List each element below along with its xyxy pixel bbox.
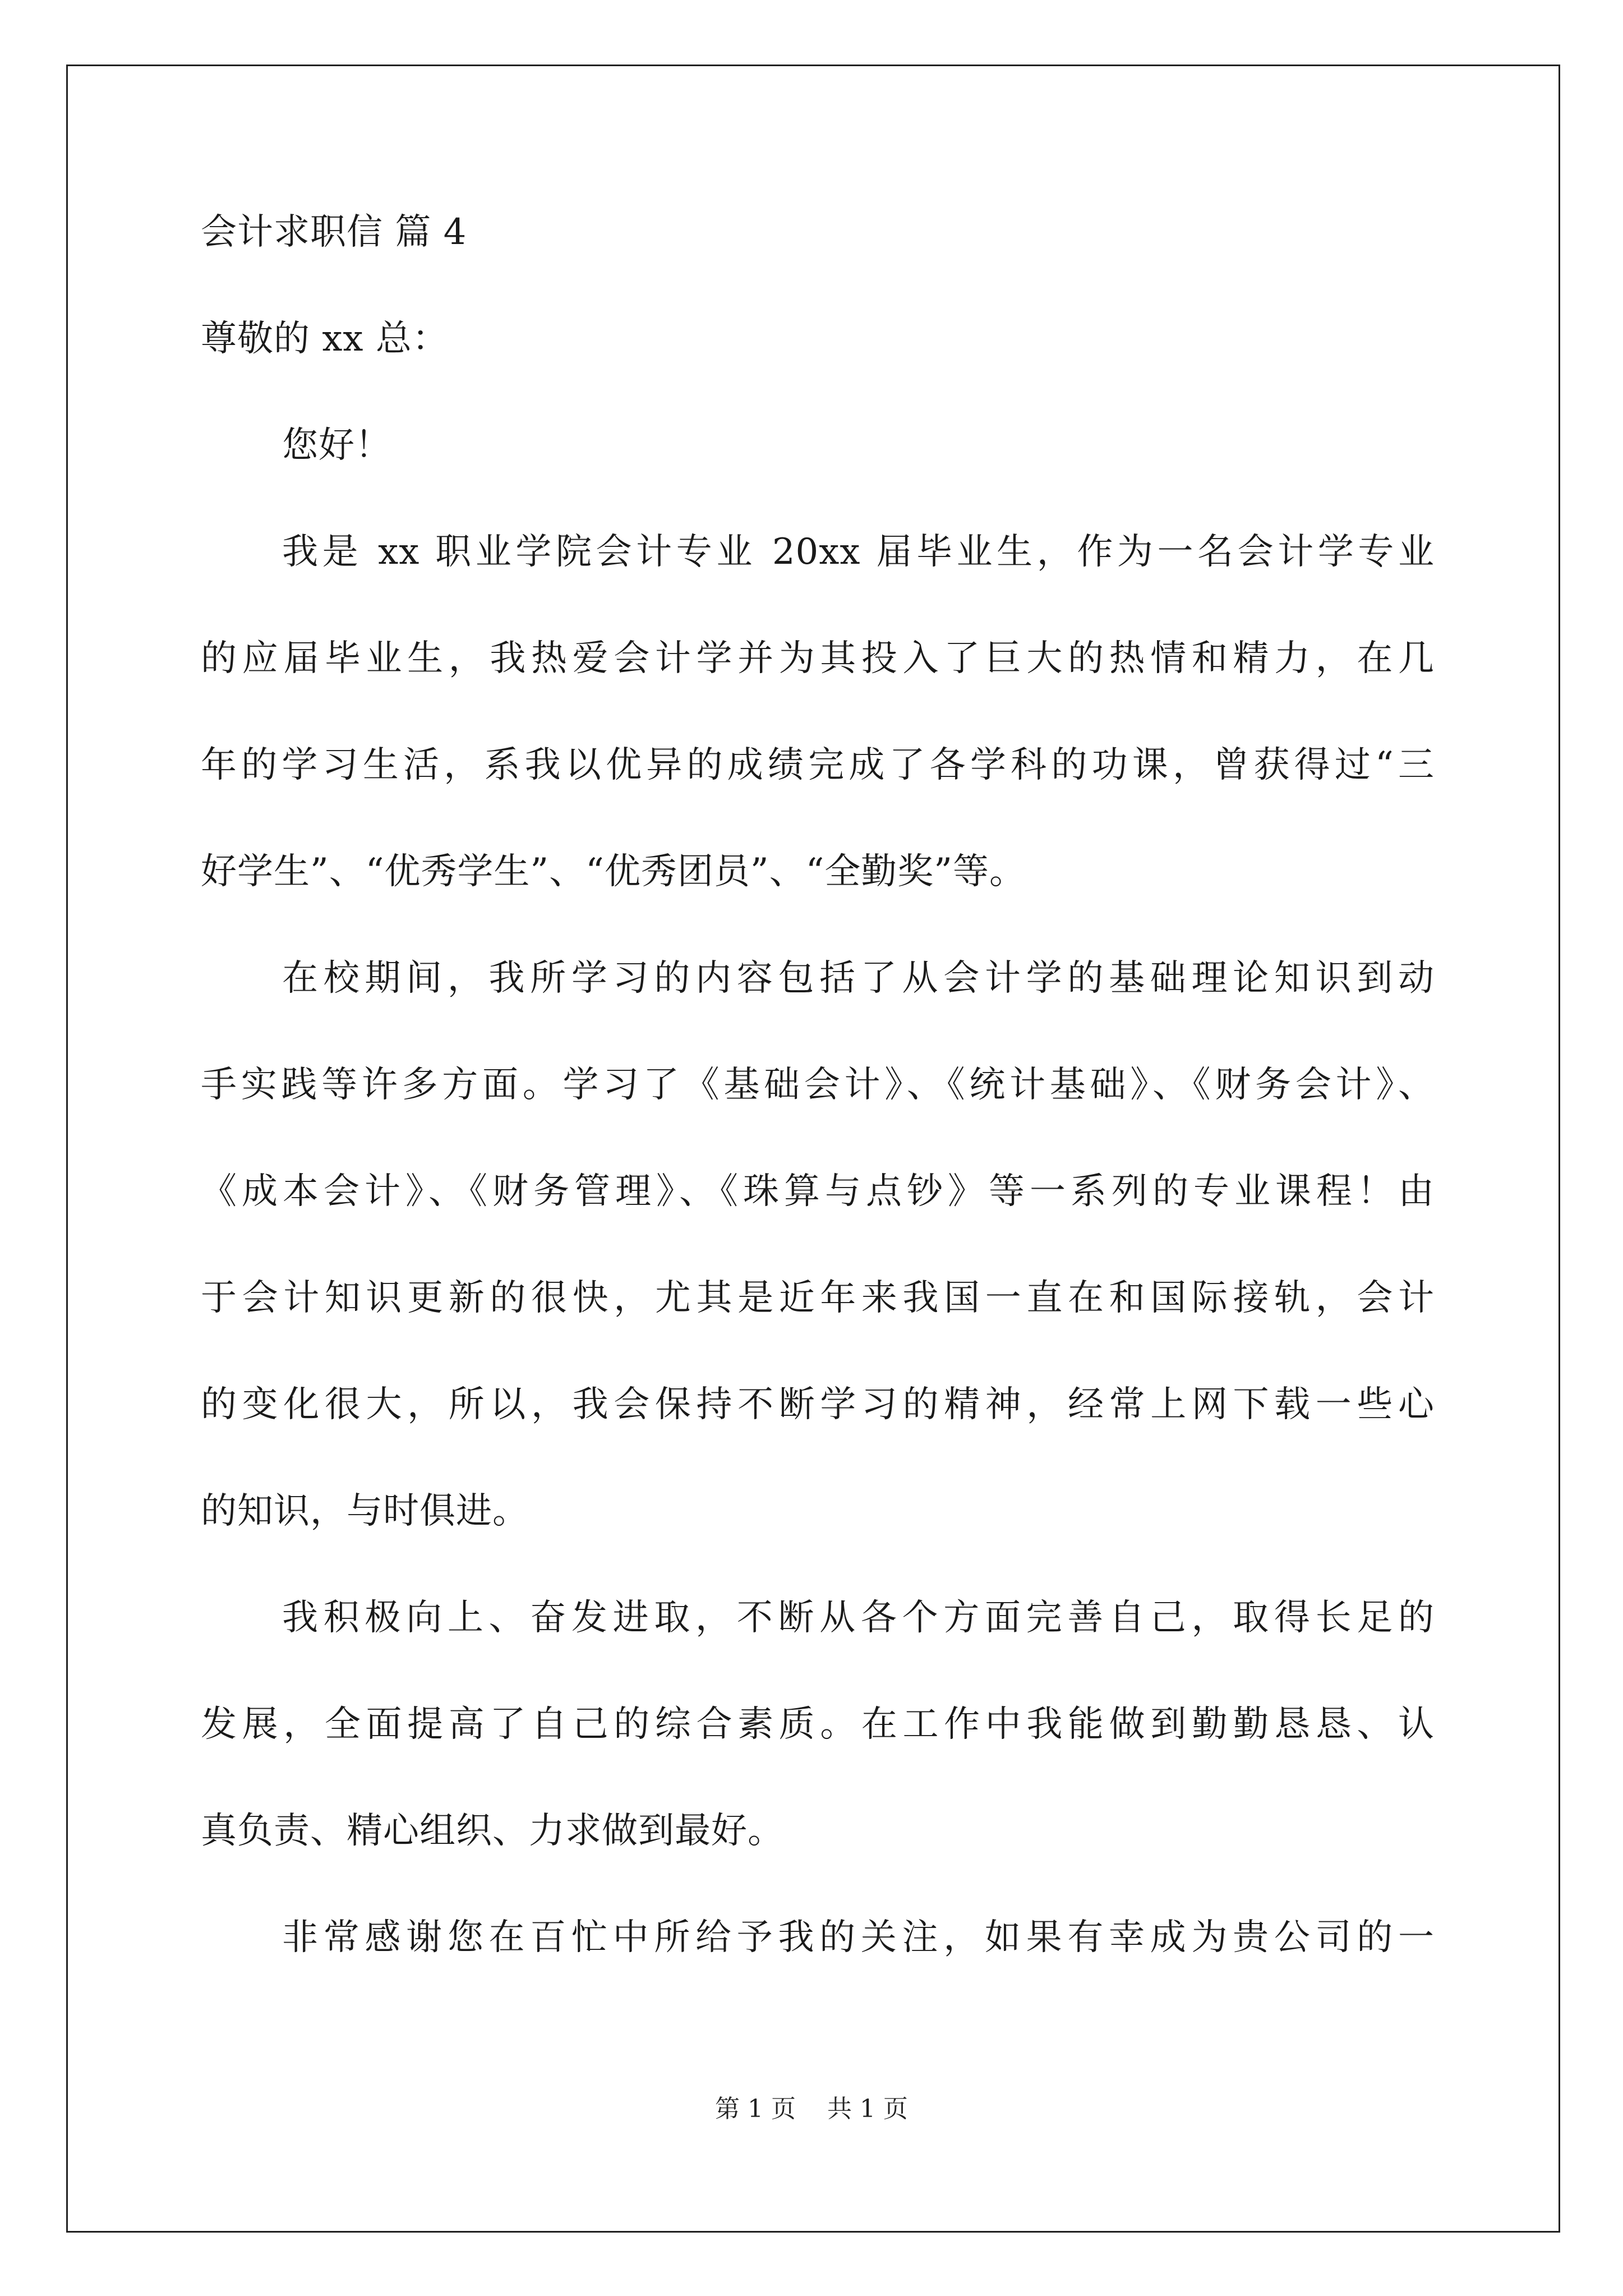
document-title: 会计求职信 篇 4 — [201, 211, 467, 253]
paragraph-line: 年的学习生活，系我以优异的成绩完成了各学科的功课，曾获得过“三 — [201, 744, 1435, 786]
paragraph-line: 《成本会计》、《财务管理》、《珠算与点钞》等一系列的专业课程！由 — [201, 1171, 1435, 1212]
paragraph-line: 我是 xx 职业学院会计专业 20xx 届毕业生，作为一名会计学专业 — [282, 531, 1435, 573]
page-number-footer: 第 1 页 共 1 页 — [715, 2095, 908, 2123]
paragraph-line: 好学生”、“优秀学生”、“优秀团员”、“全勤奖”等。 — [201, 851, 1026, 892]
paragraph-line: 的应届毕业生，我热爱会计学并为其投入了巨大的热情和精力，在几 — [201, 638, 1435, 679]
paragraph-line: 于会计知识更新的很快，尤其是近年来我国一直在和国际接轨，会计 — [201, 1277, 1435, 1319]
paragraph-line: 发展，全面提高了自己的综合素质。在工作中我能做到勤勤恳恳、认 — [201, 1704, 1435, 1745]
greeting: 您好！ — [282, 425, 391, 466]
paragraph-line: 的变化很大，所以，我会保持不断学习的精神，经常上网下载一些心 — [201, 1384, 1435, 1425]
paragraph-line: 我积极向上、奋发进取，不断从各个方面完善自己，取得长足的 — [282, 1597, 1435, 1639]
salutation: 尊敬的 xx 总： — [201, 318, 449, 360]
page-frame — [66, 65, 1560, 2233]
paragraph-line: 在校期间，我所学习的内容包括了从会计学的基础理论知识到动 — [282, 958, 1435, 999]
paragraph-line: 非常感谢您在百忙中所给予我的关注，如果有幸成为贵公司的一 — [282, 1917, 1435, 1958]
paragraph-line: 真负责、精心组织、力求做到最好。 — [201, 1810, 784, 1852]
paragraph-line: 手实践等许多方面。学习了《基础会计》、《统计基础》、《财务会计》、 — [201, 1064, 1435, 1106]
paragraph-line: 的知识，与时俱进。 — [201, 1490, 529, 1532]
